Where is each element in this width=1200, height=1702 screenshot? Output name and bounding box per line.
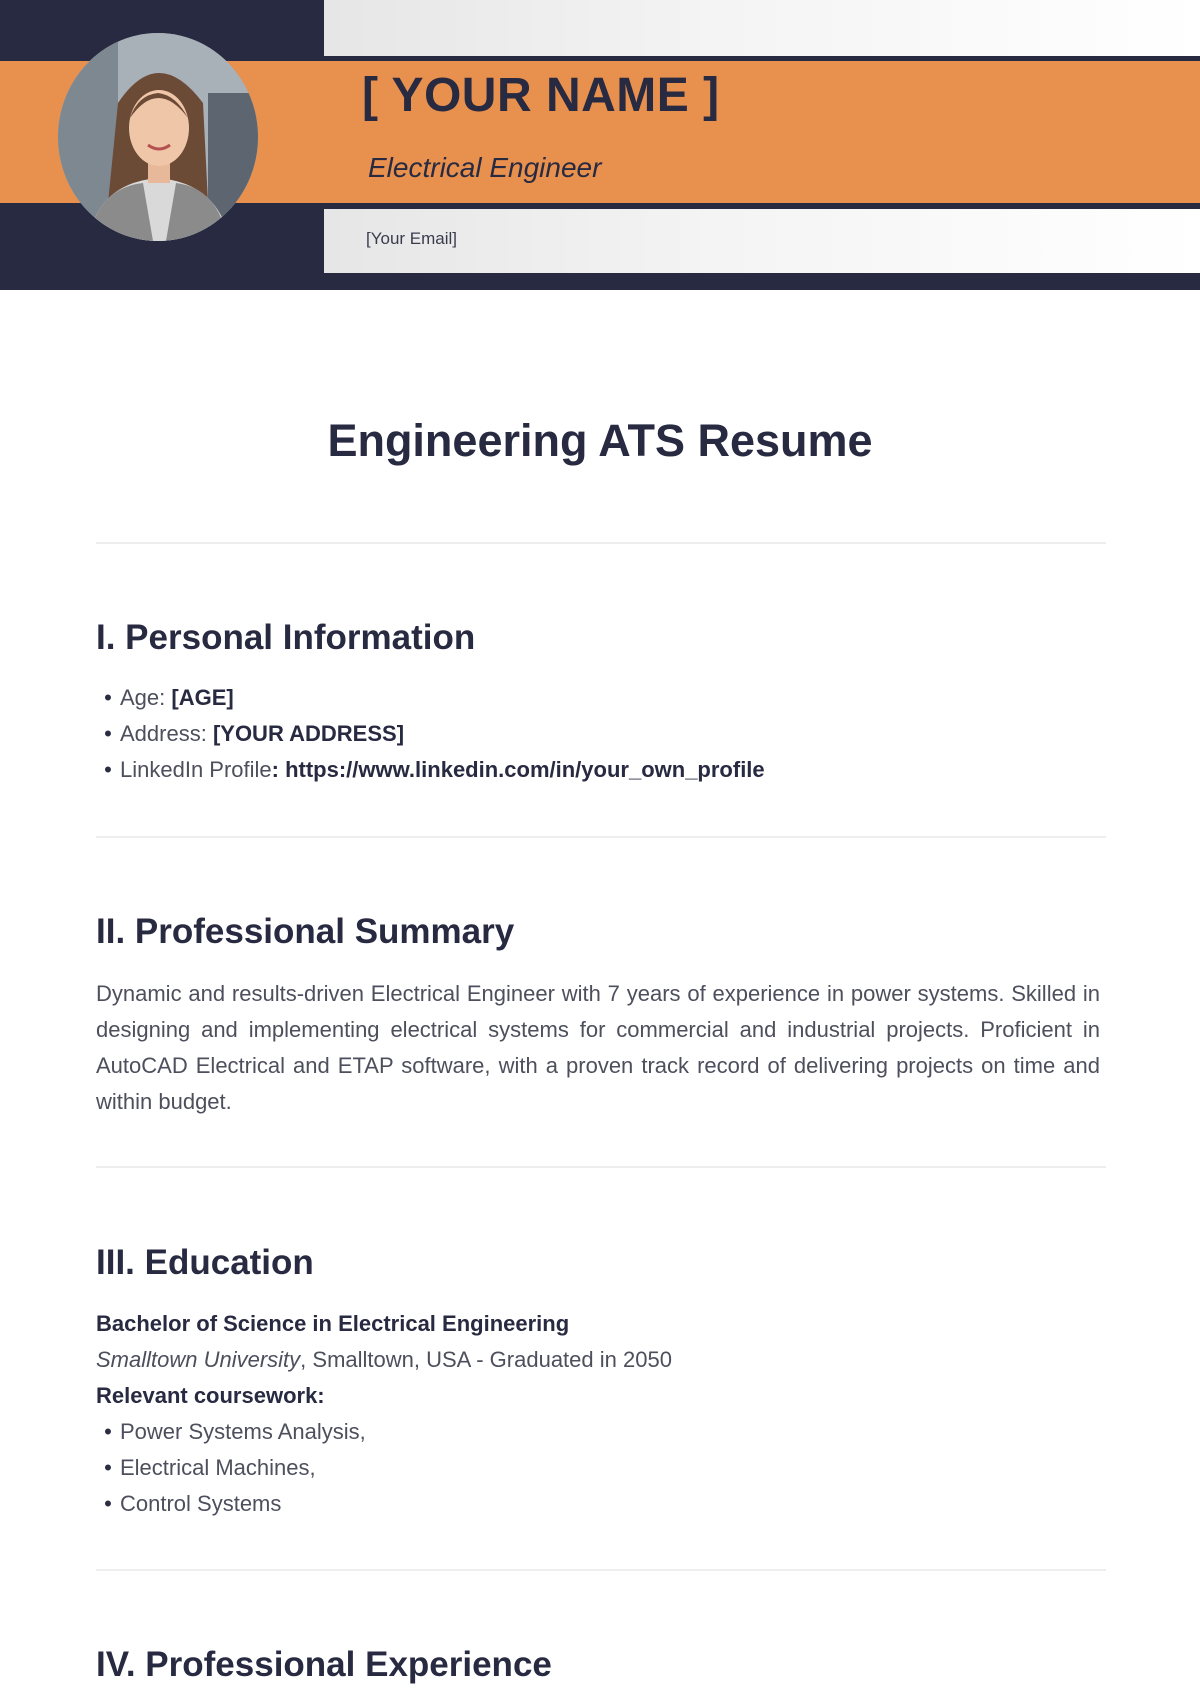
personal-info-list [96, 680, 765, 788]
linkedin-value: : https://www.linkedin.com/in/your_own_profile [271, 757, 765, 782]
coursework-list [96, 1414, 366, 1522]
coursework-item: • Control Systems [96, 1486, 366, 1522]
job-title: Electrical Engineer [368, 152, 602, 183]
section-divider [96, 1166, 1106, 1168]
personal-info-heading: I. Personal Information [96, 618, 476, 657]
personal-info-age [96, 680, 765, 716]
linkedin-label: LinkedIn Profile [120, 757, 272, 782]
education-degree: Bachelor of Science in Electrical Engineering [96, 1311, 570, 1336]
section-divider [96, 542, 1106, 544]
address-value: [YOUR ADDRESS] [212, 721, 405, 746]
personal-info-linkedin [96, 752, 765, 788]
education-heading: III. Education [96, 1243, 314, 1282]
header-top-strip [324, 0, 1200, 56]
personal-info-address [96, 716, 765, 752]
summary-text: Dynamic and results-driven Electrical Engineer with 7 years of experience in power systems. Skilled in designing and implementing electrical systems for commercial and industrial projects. Proficient in AutoCAD Electrical and ETAP software, with a proven track record of delivering projects on time and within budget. [96, 981, 1100, 1114]
age-label: Age: [120, 685, 172, 710]
address-label: Address: [120, 721, 213, 746]
education-school-details: , Smalltown, USA - Graduated in 2050 [300, 1347, 672, 1372]
coursework-item: • Power Systems Analysis, [96, 1414, 366, 1450]
age-value: [AGE] [171, 685, 234, 710]
coursework-label: Relevant coursework: [96, 1383, 325, 1408]
experience-heading: IV. Professional Experience [96, 1645, 552, 1684]
section-divider [96, 836, 1106, 838]
summary-heading: II. Professional Summary [96, 912, 515, 951]
resume-header [0, 0, 1200, 290]
profile-photo [58, 33, 258, 241]
email-placeholder: [Your Email] [366, 229, 458, 248]
coursework-item: • Electrical Machines, [96, 1450, 366, 1486]
document-title: Engineering ATS Resume [327, 415, 873, 466]
candidate-name: [ YOUR NAME ] [362, 69, 720, 122]
portrait-image [58, 33, 258, 241]
education-school-line [96, 1342, 672, 1378]
section-divider [96, 1569, 1106, 1571]
education-school: Smalltown University [96, 1347, 301, 1372]
